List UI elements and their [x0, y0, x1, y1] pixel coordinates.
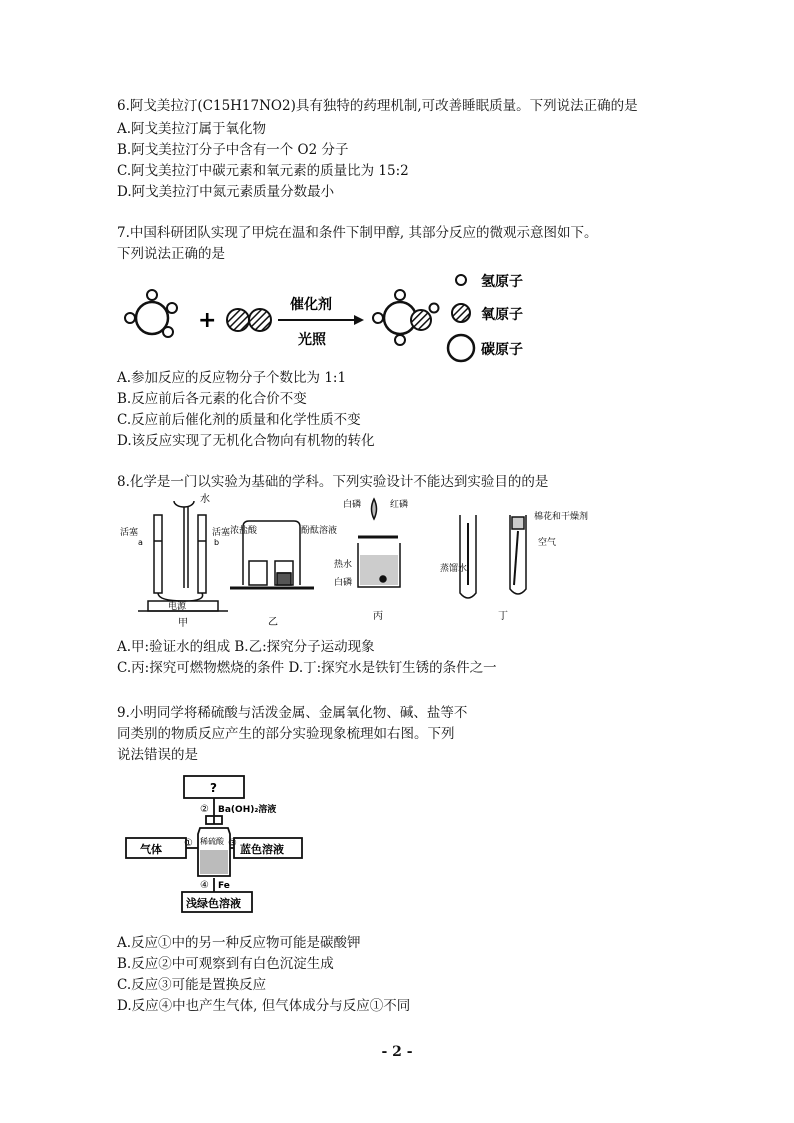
q7-option-c: C.反应前后催化剂的质量和化学性质不变	[117, 412, 361, 428]
q6-option-d: D.阿戈美拉汀中氮元素质量分数最小	[117, 184, 335, 200]
q6-stem: 6.阿戈美拉汀(C15H17NO2)具有独特的药理机制,可改善睡眠质量。下列说法正确的是	[117, 98, 638, 114]
q7-option-d: D.该反应实现了无机化合物向有机物的转化	[117, 433, 375, 449]
page-number: - 2 -	[381, 1044, 413, 1060]
q8-options-ab: A.甲:验证水的组成 B.乙:探究分子运动现象	[117, 639, 375, 655]
methane-molecule	[125, 290, 177, 337]
q9-option-c: C.反应③可能是置换反应	[117, 977, 267, 993]
box-right-blue-solution: 蓝色溶液	[240, 843, 284, 856]
atom-legend	[448, 273, 523, 361]
q8-stem: 8.化学是一门以实验为基础的学科。下列实验设计不能达到实验目的的是	[117, 474, 549, 490]
ding-distilled-label: 蒸馏水	[440, 564, 468, 574]
jia-valve-a-label: 活塞	[120, 528, 139, 538]
experiment-jia	[138, 501, 231, 611]
legend-carbon: 碳原子	[481, 342, 523, 358]
q6-option-c: C.阿戈美拉汀中碳元素和氧元素的质量比为 15:2	[117, 163, 409, 179]
q9-option-a: A.反应①中的另一种反应物可能是碳酸钾	[117, 935, 361, 951]
yi-phenol-label: 酚酞溶液	[301, 526, 338, 536]
q8-options-cd: C.丙:探究可燃物燃烧的条件 D.丁:探究水是铁钉生锈的条件之一	[117, 660, 497, 676]
q7-stem-line2: 下列说法正确的是	[117, 246, 225, 262]
q8-experiments-diagram	[118, 493, 588, 628]
q9-reaction-map	[120, 772, 420, 922]
box-bottom-green-solution: 浅绿色溶液	[186, 897, 241, 910]
q9-stem-line2: 同类别的物质反应产生的部分实验现象梳理如右图。下列	[117, 726, 455, 742]
q7-option-a: A.参加反应的反应物分子个数比为 1:1	[117, 370, 347, 386]
jia-a-label: a	[138, 538, 143, 547]
yi-label: 乙	[268, 617, 278, 628]
methanol-molecule	[373, 290, 439, 345]
reaction-2-number: ②	[200, 804, 209, 815]
reaction-3-number: ③	[228, 838, 237, 849]
reagent-baoh2: Ba(OH)₂溶液	[218, 805, 277, 815]
reaction-4-number: ④	[200, 880, 209, 891]
ding-label: 丁	[498, 611, 508, 622]
yi-acid-label: 浓盐酸	[230, 526, 258, 536]
experiment-bing	[358, 499, 400, 587]
bing-white-p2-label: 白磷	[334, 578, 353, 588]
svg-text:+: +	[198, 308, 217, 333]
oxygen-molecule	[227, 309, 271, 331]
bottle-label: 稀硫酸	[200, 837, 224, 846]
jia-b-label: b	[214, 538, 220, 547]
ding-cotton-label: 棉花和干燥剂	[534, 512, 588, 522]
reaction-1-number: ①	[184, 838, 193, 849]
bing-label: 丙	[373, 611, 383, 622]
q6-option-b: B.阿戈美拉汀分子中含有一个 O2 分子	[117, 142, 349, 158]
q7-reaction-diagram	[110, 262, 570, 367]
experiment-ding	[460, 515, 526, 598]
q6-option-a: A.阿戈美拉汀属于氧化物	[117, 121, 267, 137]
catalyst-label: 催化剂	[290, 297, 332, 313]
bing-red-p-label: 红磷	[390, 500, 409, 510]
q7-stem-line1: 7.中国科研团队实现了甲烷在温和条件下制甲醇, 其部分反应的微观示意图如下。	[117, 225, 598, 241]
q9-stem-line3: 说法错误的是	[117, 747, 198, 763]
q9-stem-line1: 9.小明同学将稀硫酸与活泼金属、金属氧化物、碱、盐等不	[117, 705, 468, 721]
light-label: 光照	[298, 332, 326, 348]
q9-option-d: D.反应④中也产生气体, 但气体成分与反应①不同	[117, 998, 411, 1014]
box-top-unknown: ?	[210, 781, 217, 795]
q9-option-b: B.反应②中可观察到有白色沉淀生成	[117, 956, 334, 972]
jia-label: 甲	[178, 618, 188, 628]
jia-power-label: 电源	[168, 602, 187, 612]
jia-water-label: 水	[200, 494, 210, 505]
legend-oxygen: 氧原子	[481, 307, 523, 323]
jia-valve-b-label: 活塞	[212, 528, 231, 538]
legend-hydrogen: 氢原子	[481, 274, 523, 290]
reagent-fe: Fe	[218, 881, 230, 891]
bing-white-p-label: 白磷	[343, 500, 362, 510]
bing-hot-water-label: 热水	[334, 560, 353, 570]
ding-air-label: 空气	[538, 538, 557, 548]
q7-option-b: B.反应前后各元素的化合价不变	[117, 391, 307, 407]
box-left-gas: 气体	[140, 843, 162, 856]
